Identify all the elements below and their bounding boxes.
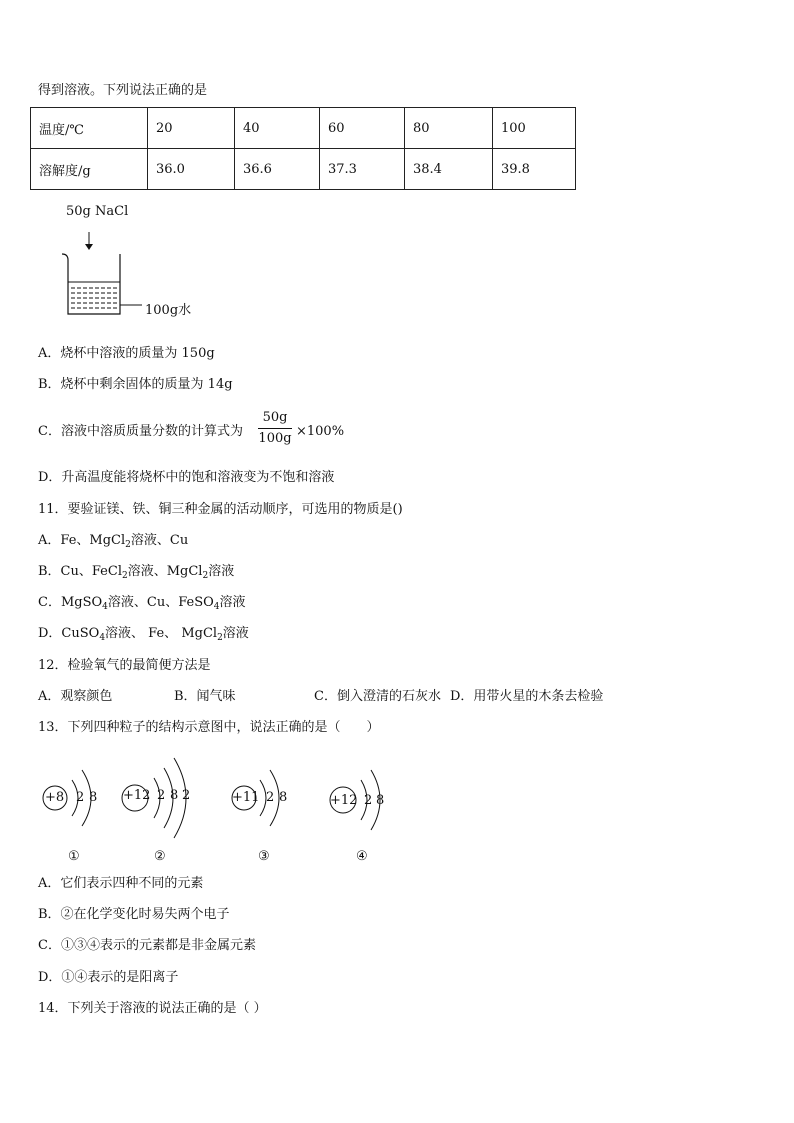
- particle-label: ①: [68, 849, 80, 864]
- intro-line: 得到溶液。下列说法正确的是: [38, 83, 208, 98]
- text-part: 溶液、Cu: [130, 533, 189, 548]
- table-cell: 38.4: [405, 149, 493, 190]
- nacl-label: 50g NaCl: [66, 204, 129, 219]
- nucleus-charge: +12: [123, 788, 151, 803]
- text-part: 溶液、Cu、FeSO: [107, 595, 214, 610]
- option-b: B．烧杯中剩余固体的质量为 14g: [38, 377, 233, 392]
- subscript: 2: [121, 571, 128, 581]
- shell-electrons: 2: [76, 790, 85, 805]
- subscript: 4: [213, 602, 220, 612]
- table-cell: 37.3: [320, 149, 405, 190]
- fraction: [258, 410, 292, 447]
- option-a: A．烧杯中溶液的质量为 150g: [38, 346, 215, 361]
- subscript: 2: [202, 571, 209, 581]
- table-cell: 36.0: [148, 149, 235, 190]
- text-part: D．CuSO: [38, 626, 100, 641]
- table-row: [31, 108, 576, 149]
- q11-option-c: [38, 595, 246, 611]
- option-c-suffix: ×100%: [296, 424, 345, 439]
- option-d: D．升高温度能将烧杯中的饱和溶液变为不饱和溶液: [38, 470, 335, 485]
- q14-stem: 14．下列关于溶液的说法正确的是（ ）: [38, 1001, 267, 1016]
- text-part: 溶液: [208, 564, 235, 579]
- table-cell: 80: [405, 108, 493, 149]
- fraction-bar: [258, 428, 292, 429]
- option-c-prefix: C．溶液中溶质质量分数的计算式为: [38, 424, 243, 439]
- q12-option-b: B．闻气味: [174, 689, 236, 704]
- table-cell: 100: [493, 108, 576, 149]
- text-part: 溶液、 Fe、 MgCl: [105, 626, 218, 641]
- table-cell: 温度/℃: [31, 108, 148, 149]
- text-part: C．MgSO: [38, 595, 103, 610]
- q12-option-d: D．用带火星的木条去检验: [450, 689, 604, 704]
- particle-label: ④: [356, 849, 368, 864]
- q12-option-a: A．观察颜色: [38, 689, 113, 704]
- text-part: 溶液、MgCl: [127, 564, 203, 579]
- beaker-icon: [40, 204, 220, 324]
- beaker-diagram: [40, 204, 220, 324]
- table-cell: 60: [320, 108, 405, 149]
- water-label: 100g水: [145, 303, 192, 318]
- q13-option-a: A．它们表示四种不同的元素: [38, 876, 204, 891]
- text-part: B．Cu、FeCl: [38, 564, 122, 579]
- q11-option-a: [38, 533, 188, 549]
- shell-electrons: 8: [89, 790, 98, 805]
- shell-electrons: 2: [364, 793, 373, 808]
- table-row: [31, 149, 576, 190]
- nucleus-charge: +8: [45, 790, 65, 805]
- nucleus-charge: +12: [330, 793, 358, 808]
- shell-electrons: 8: [376, 793, 385, 808]
- table-cell: 39.8: [493, 149, 576, 190]
- shell-electrons: 2: [266, 790, 275, 805]
- text-part: A．Fe、MgCl: [38, 533, 126, 548]
- q12-stem: 12．检验氧气的最简便方法是: [38, 658, 211, 673]
- fraction-denominator: 100g: [258, 431, 292, 446]
- subscript: 4: [102, 602, 108, 612]
- q13-option-d: D．①④表示的是阳离子: [38, 970, 179, 985]
- fraction-numerator: 50g: [262, 410, 288, 425]
- subscript: 4: [99, 633, 106, 643]
- q12-option-c: C．倒入澄清的石灰水: [314, 689, 441, 704]
- particle-label: ②: [154, 849, 166, 864]
- nucleus-charge: +11: [232, 790, 260, 805]
- table-cell: 20: [148, 108, 235, 149]
- shell-electrons: 8: [170, 788, 179, 803]
- shell-electrons: 2: [182, 788, 191, 803]
- q11-stem: 11．要验证镁、铁、铜三种金属的活动顺序，可选用的物质是(): [38, 502, 403, 517]
- text-part: 溶液: [219, 595, 246, 610]
- solubility-table: [30, 107, 576, 190]
- shell-electrons: 8: [279, 790, 288, 805]
- q13-option-b: B．②在化学变化时易失两个电子: [38, 907, 230, 922]
- table-cell: 40: [235, 108, 320, 149]
- particle-label: ③: [258, 849, 270, 864]
- q13-stem: 13．下列四种粒子的结构示意图中，说法正确的是（ ）: [38, 720, 380, 735]
- text-part: 溶液: [222, 626, 249, 641]
- q13-option-c: C．①③④表示的元素都是非金属元素: [38, 938, 256, 953]
- subscript: 2: [217, 633, 223, 643]
- table-cell: 溶解度/g: [31, 149, 148, 190]
- subscript: 2: [125, 540, 131, 550]
- q11-option-d: [38, 626, 249, 642]
- table-cell: 36.6: [235, 149, 320, 190]
- shell-electrons: 2: [157, 788, 166, 803]
- q11-option-b: [38, 564, 234, 580]
